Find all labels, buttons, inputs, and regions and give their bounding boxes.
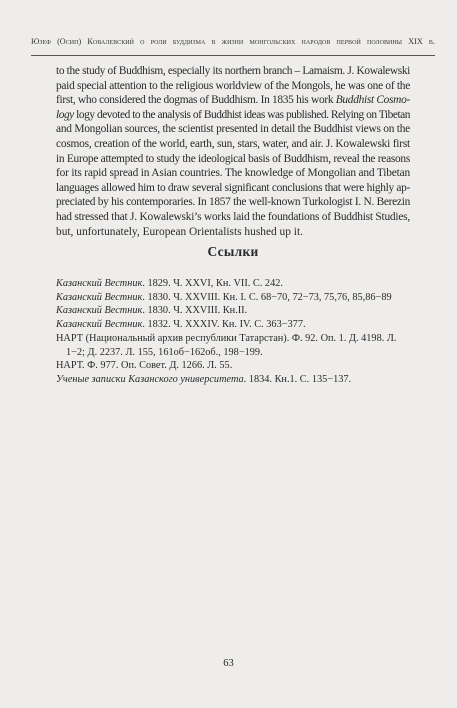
- work-title: Buddhist Cosmo-: [335, 94, 410, 107]
- reference-item: [56, 318, 410, 332]
- reference-item: [56, 304, 410, 318]
- reference-source: Казанский Вестник: [56, 291, 143, 303]
- references-heading: Ссылки: [207, 244, 259, 259]
- body-line: preciated by his contemporaries. In 1857 the well-known Turkologist I. N. Berezin: [56, 196, 410, 209]
- reference-source: Казанский Вестник: [56, 319, 143, 331]
- body-line: languages allowed him to draw several significant conclusions that were highly ap-: [56, 181, 410, 194]
- running-head: Юзеф (Осип) Ковалевский о роли буддизма в жизни монгольских народов первой половины XIX в.: [31, 37, 435, 46]
- reference-list: [56, 277, 410, 387]
- header-rule: [31, 55, 435, 56]
- reference-item: [56, 359, 410, 373]
- body-line: in Europe attempted to study the ideological basis of Buddhism, reveal the reasons: [56, 152, 410, 165]
- body-line: and Mongolian sources, the scientist presented in detail the Buddhist views on the: [56, 123, 410, 136]
- reference-item: [56, 291, 410, 305]
- reference-source: Казанский Вестник: [56, 305, 143, 317]
- reference-item: [56, 277, 410, 291]
- body-line: paid special attention to the religious worldview of the Mongols, he was one of the: [56, 79, 410, 92]
- body-line: cosmos, creation of the world, earth, sun, stars, water, and air. J. Kowalewski first: [56, 137, 410, 150]
- reference-source: Ученые записки Казанского университета: [56, 373, 244, 385]
- reference-details: . 1834. Кн.1. С. 135−137.: [243, 373, 352, 385]
- reference-item: [56, 332, 410, 359]
- page-number: 63: [223, 658, 234, 669]
- reference-source: Казанский Вестник: [56, 278, 143, 289]
- body-paragraph: [56, 64, 410, 239]
- body-line-text: logy devoted to the analysis of Buddhist ideas was published. Relying on Tibetan: [76, 108, 410, 121]
- reference-details: . 1829. Ч. XXVI, Кн. VII. С. 242.: [142, 278, 283, 289]
- body-line: for its rapid spread in Asian countries. The knowledge of Mongolian and Tibetan: [56, 167, 410, 180]
- body-line: [56, 93, 410, 108]
- reference-details: . 1832. Ч. XXXIV. Кн. IV. С. 363−377.: [142, 319, 306, 331]
- reference-item: [56, 373, 410, 387]
- body-line: to the study of Buddhism, especially its northern branch – Lamaism. J. Kowalewski: [56, 65, 410, 77]
- body-line: had stressed that J. Kowalewski’s works laid the foundations of Buddhist Studies,: [56, 210, 410, 223]
- reference-details: НАРТ. Ф. 977. Оп. Совет. Д. 1266. Л. 55.: [56, 360, 233, 372]
- reference-details: НАРТ (Национальный архив республики Татарстан). Ф. 92. Оп. 1. Д. 4198. Л. 1−2; Д. 2237. Л. 155, 161об−162об., 198−199.: [56, 332, 397, 358]
- reference-details: . 1830. Ч. XXVIII. Кн. I. С. 68−70, 72−73, 75,76, 85,86−89: [142, 291, 392, 303]
- body-line-text: first, who considered the dogmas of Buddhism. In 1835 his work: [56, 94, 336, 107]
- work-title: logy: [56, 108, 74, 121]
- reference-details: . 1830. Ч. XXVIII. Кн.II.: [142, 305, 248, 317]
- body-line: [56, 108, 410, 123]
- body-line: but, unfortunately, European Orientalists hushed up it.: [56, 225, 303, 238]
